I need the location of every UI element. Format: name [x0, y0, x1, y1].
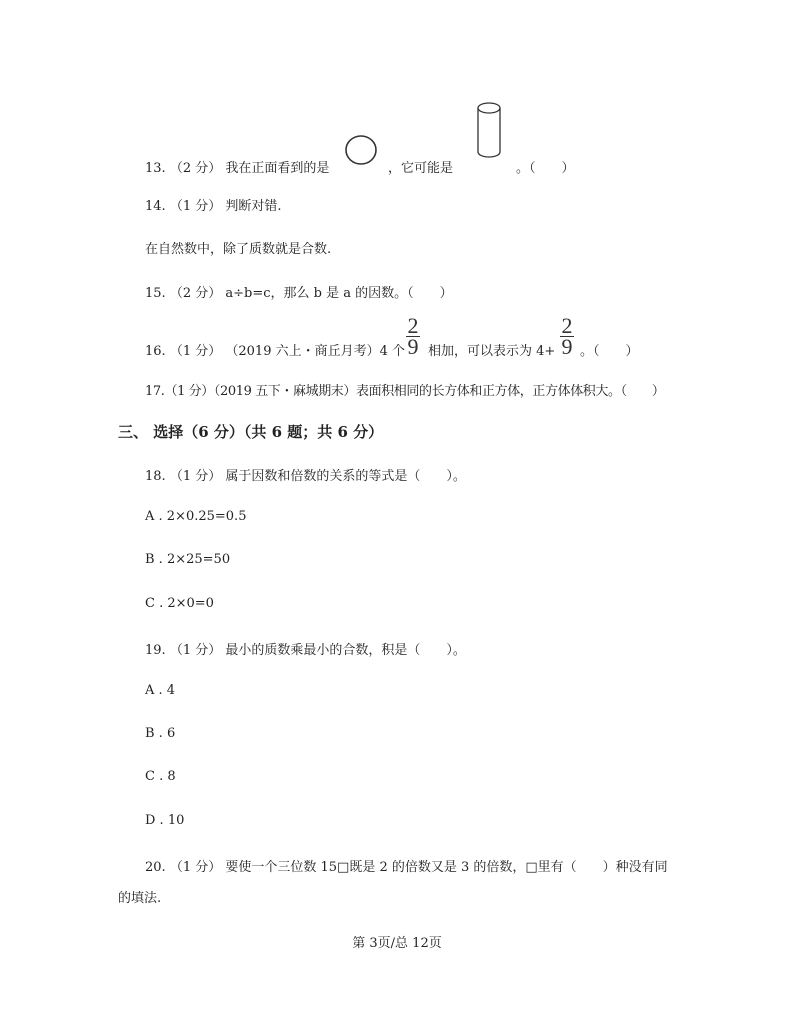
question-score: （1 分）: [169, 199, 222, 214]
question-number: 13.: [145, 161, 166, 176]
option-c[interactable]: C . 8: [145, 769, 176, 784]
fraction-numerator: 2: [407, 313, 419, 338]
answer-parentheses: 。（ ）: [516, 161, 575, 176]
question-text: 判断对错.: [225, 199, 282, 214]
question-text: （2019 六上・商丘月考）4 个: [225, 344, 405, 359]
question-number: 20.: [145, 860, 166, 875]
question-20: [145, 856, 668, 875]
question-number: 18.: [145, 469, 166, 484]
circle-figure-icon: [342, 134, 382, 170]
question-16: [145, 340, 405, 359]
question-score: （1 分）: [169, 643, 222, 658]
question-score: （1 分）: [169, 469, 222, 484]
option-c[interactable]: C . 2×0=0: [145, 596, 214, 611]
question-15: [145, 282, 453, 301]
question-number: 19.: [145, 643, 166, 658]
page-footer: 第 3页/总 12页: [352, 936, 442, 951]
question-13: [145, 157, 329, 176]
question-text: 要使一个三位数 15□既是 2 的倍数又是 3 的倍数，□里有（ ）种没有同: [225, 860, 668, 875]
option-a[interactable]: A . 4: [145, 683, 176, 698]
fraction-denominator: 9: [407, 334, 419, 359]
question-14-statement: 在自然数中，除了质数就是合数.: [145, 242, 332, 257]
section-heading: 三、 选择（6 分）（共 6 题；共 6 分）: [118, 423, 384, 441]
option-d[interactable]: D . 10: [145, 813, 185, 828]
fraction-denominator: 9: [561, 334, 573, 359]
cylinder-figure-icon: [472, 100, 512, 162]
question-score: （1 分）: [169, 860, 222, 875]
question-19: [145, 639, 466, 658]
fraction-two-ninths: [406, 313, 420, 359]
question-score: （2 分）: [169, 286, 222, 301]
question-text: a÷b=c，那么 b 是 a 的因数。（ ）: [225, 286, 453, 301]
answer-parentheses: 。（ ）: [580, 344, 639, 359]
fraction-numerator: 2: [561, 313, 573, 338]
option-b[interactable]: B . 2×25=50: [145, 552, 231, 567]
question-number: 16.: [145, 344, 166, 359]
question-17: 17.（1 分）（2019 五下・麻城期末）表面积相同的长方体和正方体，正方体体积大。（ ）: [145, 384, 665, 399]
question-text: 属于因数和倍数的关系的等式是（ ）。: [225, 469, 466, 484]
question-text-continued: 相加，可以表示为 4+: [428, 344, 556, 359]
question-18: [145, 465, 466, 484]
question-20-continued: 的填法.: [118, 891, 162, 906]
question-number: 14.: [145, 199, 166, 214]
option-b[interactable]: B . 6: [145, 726, 176, 741]
question-text: 最小的质数乘最小的合数，积是（ ）。: [225, 643, 466, 658]
question-text-continued: ，它可能是: [388, 161, 454, 176]
fraction-two-ninths-second: [560, 313, 574, 359]
question-14: [145, 195, 282, 214]
question-text: 我在正面看到的是: [225, 161, 330, 176]
question-score: （1 分）: [169, 344, 222, 359]
question-number: 15.: [145, 286, 166, 301]
option-a[interactable]: A . 2×0.25=0.5: [145, 509, 247, 524]
question-score: （2 分）: [169, 161, 222, 176]
